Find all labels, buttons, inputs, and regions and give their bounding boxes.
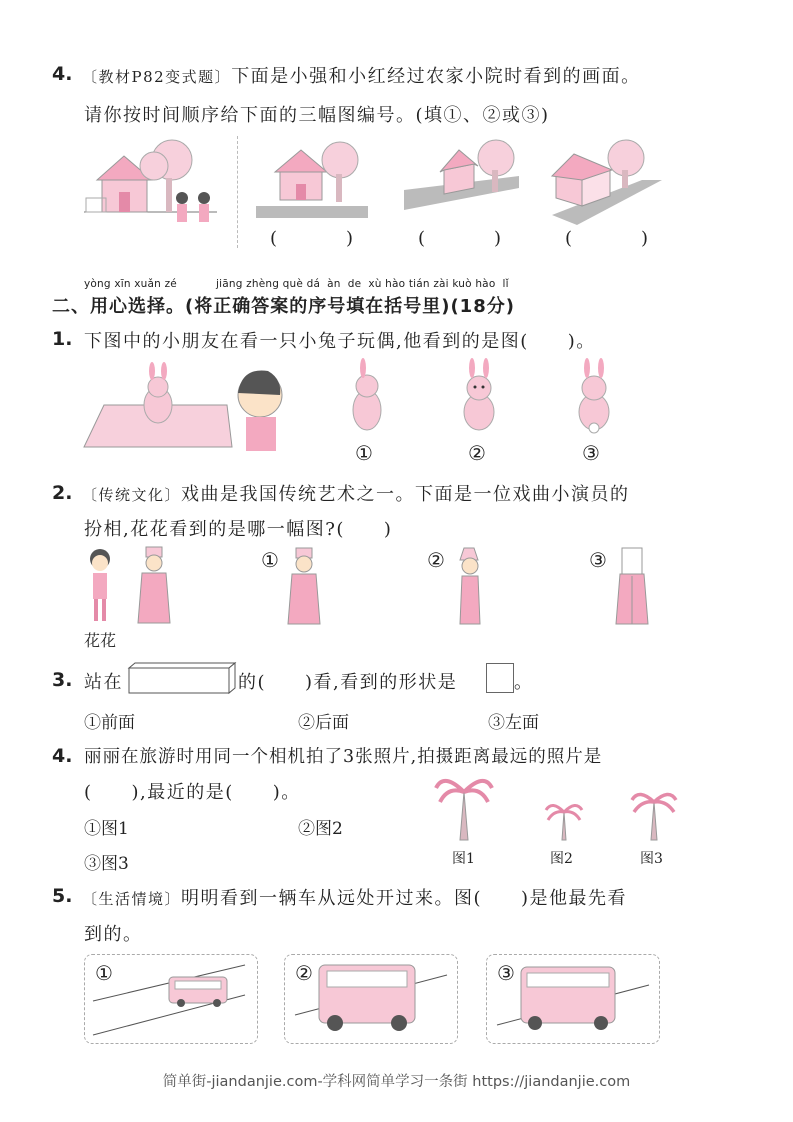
van-far-illustration — [85, 955, 257, 1043]
rabbit-front-illustration — [457, 360, 502, 438]
question-text: 的( )看,看到的形状是 — [238, 672, 458, 693]
question-tag: 〔传统文化〕 — [82, 486, 182, 504]
palm-tree-photo-2 — [544, 800, 584, 842]
question-text — [82, 480, 630, 506]
girl-and-actor-scene — [84, 547, 174, 627]
vehicle-panel-2 — [284, 954, 458, 1044]
option-label: ② — [468, 441, 486, 465]
option-label: ② — [295, 961, 313, 985]
palm-tree-large-illustration — [434, 772, 494, 842]
opera-actor-front-illustration — [284, 548, 324, 628]
option-1: ①图1 — [84, 819, 129, 839]
rabbit-side-view — [345, 360, 390, 438]
rabbit-side-illustration — [345, 360, 390, 438]
question-prefix: 站在 — [84, 672, 123, 693]
question-line: 明明看到一辆车从远处开过来。图( )是他最先看 — [181, 888, 628, 909]
farmyard-scene-3 — [552, 140, 662, 225]
page-footer: 简单街-jiandanjie.com-学科网简单学习一条街 https://jiandanjie.com — [162, 1074, 631, 1090]
farmyard-scene-children — [82, 140, 237, 248]
van-mid-illustration — [487, 955, 659, 1043]
photo-caption: 图3 — [640, 851, 663, 867]
actor-back-view — [612, 548, 652, 628]
girl-label: 花花 — [84, 631, 117, 650]
farmhouse-side-illustration — [552, 140, 662, 225]
question-line-2: 请你按时间顺序给下面的三幅图编号。(填①、②或③) — [84, 105, 550, 126]
question-line-2: 扮相,花花看到的是哪一幅图?( ) — [84, 519, 393, 540]
question-line-2: ( ),最近的是( )。 — [84, 782, 301, 803]
farmyard-scene-1 — [256, 140, 368, 220]
option-label: ③ — [582, 441, 600, 465]
option-label: ③ — [497, 961, 515, 985]
option-label: ② — [427, 548, 445, 572]
question-line: 下面是小强和小红经过农家小院时看到的画面。 — [231, 66, 641, 87]
answer-blank-left: ( — [270, 228, 278, 249]
question-text: 丽丽在旅游时用同一个相机拍了3张照片,拍摄距离最远的照片是 — [84, 747, 603, 767]
farmhouse-kids-illustration — [82, 140, 237, 248]
divider — [237, 136, 238, 248]
option-label: ① — [355, 441, 373, 465]
option-label: ③ — [589, 548, 607, 572]
actor-front-view — [284, 548, 324, 628]
farmyard-scene-2 — [404, 140, 519, 222]
question-end: 。 — [514, 672, 534, 693]
section-title: 二、用心选择。(将正确答案的序号填在括号里)(18分) — [52, 296, 515, 317]
question-tag: 〔教材P82变式题〕 — [82, 68, 232, 86]
answer-blank-left: ( — [565, 228, 573, 249]
farmhouse-angle-illustration — [404, 140, 519, 222]
question-number: 4. — [52, 63, 73, 85]
palm-tree-medium-illustration — [630, 788, 678, 842]
palm-tree-small-illustration — [544, 800, 584, 842]
rabbit-front-view — [457, 360, 502, 438]
rabbit-back-view — [572, 360, 617, 438]
question-number: 5. — [52, 885, 73, 907]
question-line-2: 到的。 — [84, 924, 143, 945]
palm-tree-photo-3 — [630, 788, 678, 842]
option-front: ①前面 — [84, 713, 135, 733]
option-label: ① — [261, 548, 279, 572]
actor-side-view — [450, 548, 490, 628]
rabbit-back-illustration — [572, 360, 617, 438]
photo-caption: 图1 — [452, 851, 475, 867]
question-text — [82, 62, 641, 88]
palm-tree-photo-1 — [434, 772, 494, 842]
shape-answer-box — [486, 663, 514, 693]
vehicle-panel-1 — [84, 954, 258, 1044]
opera-actor-side-illustration — [450, 548, 490, 628]
pinyin-annotation: jiāng zhèng què dá àn de xù hào tián zài kuò hào lǐ — [216, 278, 509, 290]
rabbit-toy-scene — [82, 365, 282, 455]
answer-blank-left: ( — [418, 228, 426, 249]
girl-and-opera-actor-illustration — [84, 547, 174, 627]
question-tag: 〔生活情境〕 — [82, 890, 182, 908]
opera-actor-back-illustration — [612, 548, 652, 628]
question-number: 2. — [52, 482, 73, 504]
question-text — [82, 884, 627, 910]
cuboid-figure — [128, 662, 236, 694]
question-text: 下图中的小朋友在看一只小兔子玩偶,他看到的是图( )。 — [84, 331, 596, 352]
pinyin-annotation: yòng xīn xuǎn zé — [84, 278, 177, 290]
van-near-illustration — [285, 955, 457, 1043]
option-label: ① — [95, 961, 113, 985]
option-left: ③左面 — [488, 713, 539, 733]
vehicle-panel-3 — [486, 954, 660, 1044]
boy-looking-at-rabbit-illustration — [82, 365, 282, 455]
question-number: 4. — [52, 745, 73, 767]
answer-blank-right: ) — [346, 228, 354, 249]
answer-blank-right: ) — [494, 228, 502, 249]
question-line: 戏曲是我国传统艺术之一。下面是一位戏曲小演员的 — [181, 484, 630, 505]
question-number: 3. — [52, 669, 73, 691]
option-3: ③图3 — [84, 854, 129, 874]
photo-caption: 图2 — [550, 851, 573, 867]
question-number: 1. — [52, 328, 73, 350]
option-back: ②后面 — [298, 713, 349, 733]
option-2: ②图2 — [298, 819, 343, 839]
cuboid-icon — [128, 662, 236, 694]
farmhouse-front-illustration — [256, 140, 368, 220]
answer-blank-right: ) — [641, 228, 649, 249]
